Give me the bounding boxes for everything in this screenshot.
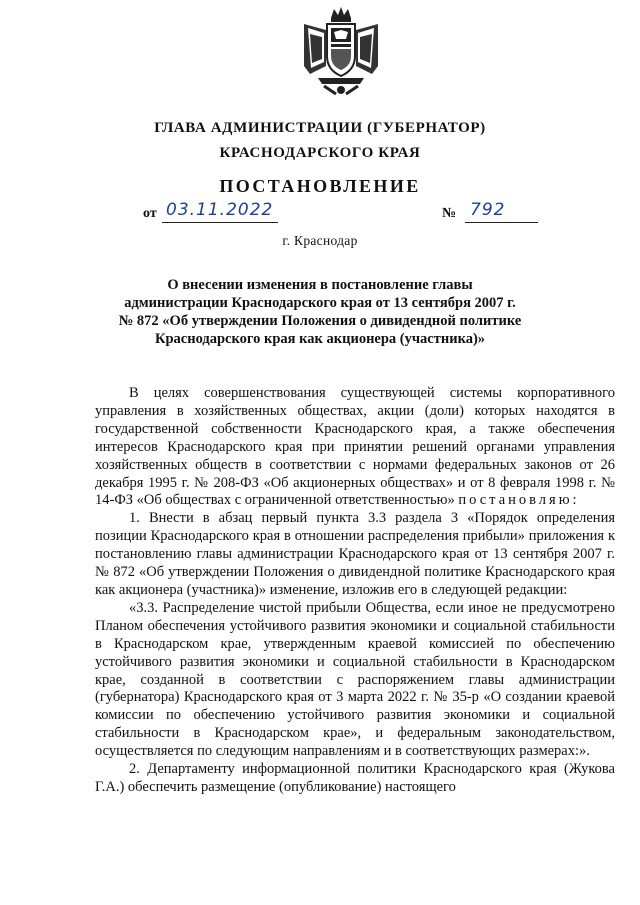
number-label: № [442,206,457,221]
resolve-word: постановляю: [458,492,580,509]
title-line-3: № 872 «Об утверждении Положения о дивидендной политике [118,313,522,329]
date-label: от [143,206,157,221]
handwritten-number: 792 [470,200,506,220]
document-body [95,385,615,797]
number-underline [465,222,538,223]
handwritten-date: 03.11.2022 [166,200,274,220]
paragraph-quoted-clause: «3.3. Распределение чистой прибыли Общества, если иное не предусмотрено Планом обеспечения устойчивого развития экономики и социальной стабильности в Краснодарском крае, утвержденным краевой комиссией по обеспечению устойчивого развития экономики и социальной стабильности в Краснодарском крае, созданной в соответствии с распоряжением главы администрации (губернатора) Краснодарского края от 3 марта 2022 г. № 35-р «О создании краевой комиссии по обеспечению устойчивого развития экономики и социальной стабильности в Краснодарском крае», и федеральным законодательством, осуществляется по следующим направлениям и в соответствующих размерах:». [95,599,615,760]
paragraph-item-2: 2. Департаменту информационной политики Краснодарского края (Жукова Г.А.) обеспечить размещение (опубликование) настоящего [95,761,615,795]
date-underline [162,222,278,223]
title-line-1: О внесении изменения в постановление главы [167,277,473,293]
document-title [110,276,530,348]
document-type-heading: ПОСТАНОВЛЕНИЕ [219,176,421,196]
authority-name-line2: КРАСНОДАРСКОГО КРАЯ [219,145,421,161]
paragraph-item-1: 1. Внести в абзац первый пункта 3.3 раздела 3 «Порядок определения позиции Краснодарского края в отношении распределения прибыли» приложения к постановлению главы администрации Краснодарского края от 13 сентября 2007 г. № 872 «Об утверждении Положения о дивидендной политике Краснодарского края как акционера (участника)» изменение, изложив его в следующей редакции: [95,510,615,598]
title-line-2: администрации Краснодарского края от 13 сентября 2007 г. [124,295,516,311]
title-line-4: Краснодарского края как акционера (участника)» [154,331,486,347]
paragraph-preamble [95,385,615,510]
preamble-text: В целях совершенствования существующей системы корпоративного управления в хозяйственных обществах, акции (доли) которых находятся в государственной собственности Краснодарского края, а также обеспечения интересов Краснодарского края при принятии решений органами управления хозяйственных обществ в соответствии с нормами федеральных законов от 26 декабря 1995 г. № 208-ФЗ «Об акционерных обществах» и от 8 февраля 1998 г. № 14-ФЗ «Об обществах с ограниченной ответственностью» [95,385,615,509]
city-line: г. Краснодар [282,233,358,248]
authority-name-line1: ГЛАВА АДМИНИСТРАЦИИ (ГУБЕРНАТОР) [154,120,486,136]
coat-of-arms-emblem [296,4,386,98]
